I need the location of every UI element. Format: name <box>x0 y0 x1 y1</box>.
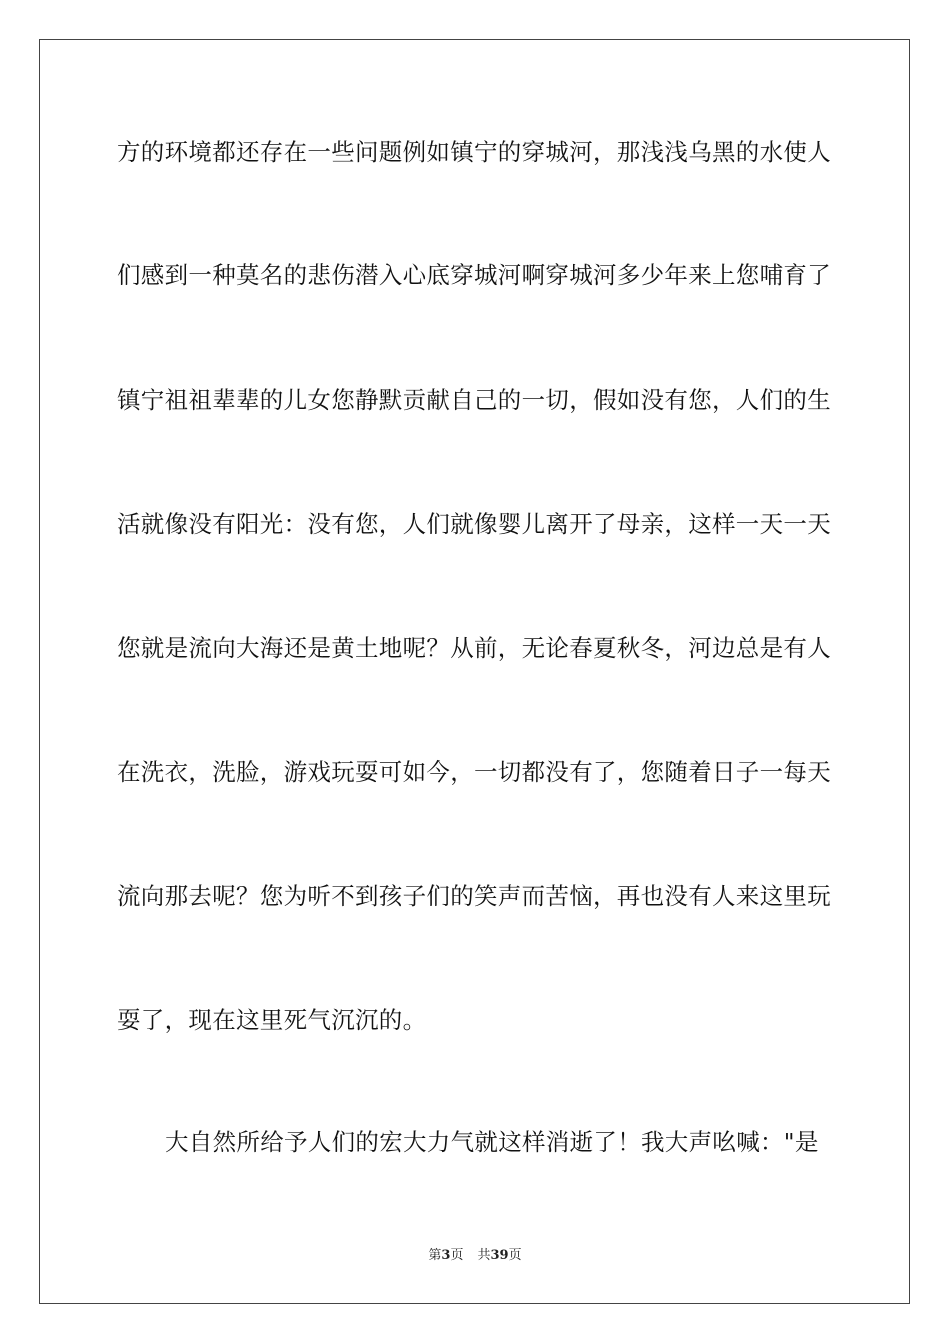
body-text-line-2: 们感到一种莫名的悲伤潜入心底穿城河啊穿城河多少年来上您哺育了 <box>117 261 831 289</box>
body-text-line-3: 镇宁祖祖辈辈的儿女您静默贡献自己的一切，假如没有您，人们的生 <box>117 386 831 414</box>
page-suffix: 页 <box>450 1248 464 1263</box>
paragraph-start-line: 大自然所给予人们的宏大力气就这样消逝了！我大声吆喊："是 <box>165 1128 819 1156</box>
body-text-line-5: 您就是流向大海还是黄土地呢？从前，无论春夏秋冬，河边总是有人 <box>117 634 831 662</box>
body-text-line-7: 流向那去呢？您为听不到孩子们的笑声而苦恼，再也没有人来这里玩 <box>117 882 831 910</box>
page-prefix: 第 <box>428 1248 442 1263</box>
page-number: 3 <box>441 1248 451 1263</box>
page-footer <box>0 1247 950 1265</box>
total-suffix: 页 <box>508 1248 522 1263</box>
page-border <box>39 39 910 1304</box>
body-text-line-8: 耍了，现在这里死气沉沉的。 <box>117 1006 427 1034</box>
body-text-line-1: 方的环境都还存在一些问题例如镇宁的穿城河，那浅浅乌黑的水使人 <box>117 138 831 166</box>
total-pages: 39 <box>490 1248 509 1263</box>
total-prefix: 共 <box>477 1248 491 1263</box>
body-text-line-4: 活就像没有阳光：没有您，人们就像婴儿离开了母亲，这样一天一天 <box>117 510 831 538</box>
body-text-line-6: 在洗衣，洗脸，游戏玩耍可如今，一切都没有了，您随着日子一每天 <box>117 758 831 786</box>
